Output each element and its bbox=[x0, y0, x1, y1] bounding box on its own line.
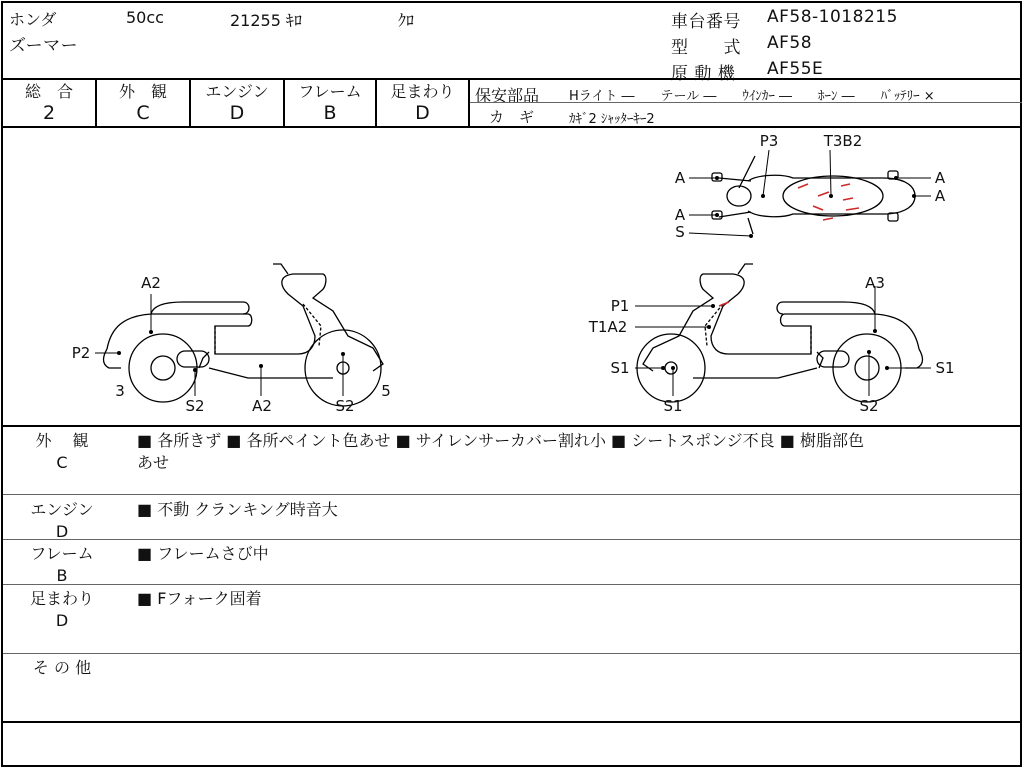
remark-text-suspension: ■ Fフォーク固着 bbox=[137, 589, 262, 608]
label-a: A bbox=[934, 169, 946, 187]
remark-text-engine: ■ 不動 クランキング時音大 bbox=[137, 500, 338, 519]
remark-label-text: そ の 他 bbox=[32, 658, 92, 677]
remark-label-other bbox=[21, 657, 103, 679]
grade-suspension bbox=[377, 80, 468, 126]
frame-no-label: 車台番号 bbox=[671, 12, 741, 32]
grade-frame bbox=[285, 80, 375, 126]
label-a: A bbox=[674, 169, 686, 187]
model-name: ズーマー bbox=[9, 36, 79, 56]
label-s2: S2 bbox=[859, 397, 879, 415]
inspection-sheet bbox=[1, 1, 1022, 767]
label-a2: A2 bbox=[252, 397, 272, 415]
grade-exterior bbox=[97, 80, 189, 126]
remark-text-frame: ■ フレームさび中 bbox=[137, 544, 269, 563]
label-a2: A2 bbox=[141, 274, 161, 292]
leader-dots bbox=[117, 176, 916, 372]
mileage: 21255 ｷﾛ bbox=[230, 11, 302, 30]
remark-label-exterior bbox=[21, 430, 103, 474]
label-p3: P3 bbox=[759, 132, 779, 150]
top-view-scooter bbox=[712, 156, 915, 234]
maker: ホンダ bbox=[9, 10, 57, 29]
grade-value: D bbox=[229, 102, 245, 124]
remark-label-engine bbox=[21, 499, 103, 543]
label-s1: S1 bbox=[610, 359, 630, 377]
grade-value: B bbox=[323, 102, 337, 124]
label-s2: S2 bbox=[185, 397, 205, 415]
remark-label-frame bbox=[21, 543, 103, 587]
remark-text-exterior: ■ 各所きず ■ 各所ペイント色あせ ■ サイレンサーカバー割れ小 ■ シートスポンジ不良 ■ 樹脂部色 bbox=[137, 431, 864, 450]
label-5: 5 bbox=[381, 382, 391, 400]
damage-diagram bbox=[3, 126, 1024, 426]
label-a: A bbox=[674, 206, 686, 224]
label-s2: S2 bbox=[335, 397, 355, 415]
grade-value: D bbox=[415, 102, 430, 124]
grade-label: エンジン bbox=[205, 82, 269, 101]
remark-label-text: エンジン bbox=[30, 500, 94, 519]
grade-label: 総 合 bbox=[24, 82, 73, 101]
label-s: S bbox=[675, 223, 685, 241]
remark-grade: D bbox=[55, 611, 69, 630]
key-label: カ ギ bbox=[489, 108, 535, 126]
engine-value: AF55E bbox=[767, 59, 824, 79]
label-t3b2: T3B2 bbox=[823, 132, 863, 150]
grade-overall bbox=[3, 80, 95, 126]
grade-value: C bbox=[136, 102, 150, 124]
remark-text-exterior-cont: あせ bbox=[137, 453, 170, 472]
grade-value: 2 bbox=[42, 102, 56, 124]
displacement: 50cc bbox=[126, 8, 164, 27]
type-label: 型 式 bbox=[671, 38, 741, 58]
label-3: 3 bbox=[115, 382, 125, 400]
grade-engine bbox=[191, 80, 283, 126]
label-s1: S1 bbox=[935, 359, 955, 377]
grade-label: 足まわり bbox=[390, 82, 455, 101]
safety-label: 保安部品 bbox=[475, 86, 540, 105]
leader-lines bbox=[95, 150, 931, 396]
label-p2: P2 bbox=[71, 344, 91, 362]
label-p1: P1 bbox=[610, 297, 630, 315]
key-value: ｶｷﾞ2 ｼｬｯﾀｰｷｰ2 bbox=[569, 112, 655, 127]
remark-label-text: 足まわり bbox=[29, 589, 94, 608]
remark-grade: B bbox=[56, 566, 68, 585]
label-t1a2: T1A2 bbox=[588, 318, 628, 336]
color: ｸﾛ bbox=[398, 11, 415, 30]
label-a3: A3 bbox=[865, 274, 885, 292]
grade-label: フレーム bbox=[298, 82, 362, 101]
safety-items: Hライト ― テール ― ｳｲﾝｶｰ ― ﾎｰﾝ ― ﾊﾞｯﾃﾘｰ × bbox=[569, 89, 935, 104]
grade-label: 外 観 bbox=[118, 82, 167, 101]
type-value: AF58 bbox=[767, 33, 813, 53]
label-a: A bbox=[934, 187, 946, 205]
remark-label-text: フレーム bbox=[30, 544, 94, 563]
engine-label: 原 動 機 bbox=[671, 64, 736, 84]
label-s1: S1 bbox=[663, 397, 683, 415]
frame-no: AF58-1018215 bbox=[767, 7, 898, 27]
remark-grade: D bbox=[55, 522, 69, 541]
remark-label-suspension bbox=[21, 588, 103, 632]
remark-label-text: 外 観 bbox=[35, 431, 89, 450]
remark-grade: C bbox=[56, 453, 68, 472]
